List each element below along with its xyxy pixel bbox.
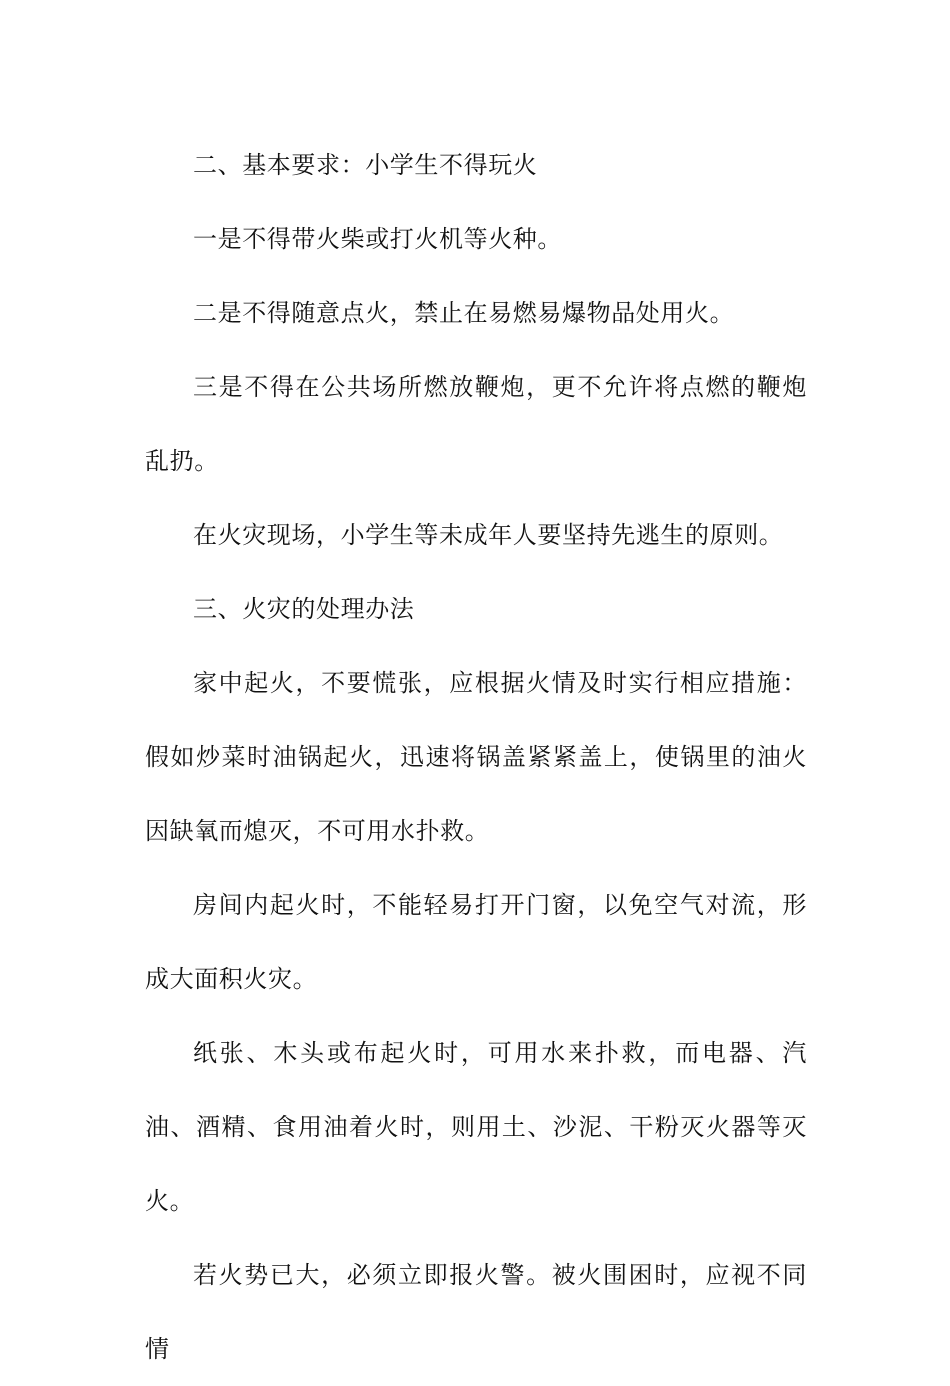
- paragraph-large-fire: 若火势已大，必须立即报火警。被火围困时，应视不同情: [145, 1261, 807, 1363]
- document-body: [145, 128, 807, 1386]
- paragraph-section-3-heading: 三、火灾的处理办法: [193, 595, 415, 623]
- paragraph-rule-3: 三是不得在公共场所燃放鞭炮，更不允许将点燃的鞭炮乱扔。: [145, 373, 807, 475]
- paragraph-rule-2: 二是不得随意点火，禁止在易燃易爆物品处用火。: [193, 299, 735, 327]
- paragraph-section-2-heading: 二、基本要求：小学生不得玩火: [193, 151, 538, 179]
- paragraph-room-fire: 房间内起火时，不能轻易打开门窗，以免空气对流，形成大面积火灾。: [145, 891, 807, 993]
- paragraph-escape-principle: 在火灾现场，小学生等未成年人要坚持先逃生的原则。: [193, 521, 784, 549]
- paragraph-kitchen-fire: 家中起火，不要慌张，应根据火情及时实行相应措施：假如炒菜时油锅起火，迅速将锅盖紧紧盖上，使锅里的油火因缺氧而熄灭，不可用水扑救。: [145, 669, 807, 845]
- paragraph-material-fire: 纸张、木头或布起火时，可用水来扑救，而电器、汽油、酒精、食用油着火时，则用土、沙泥、干粉灭火器等灭火。: [145, 1039, 807, 1215]
- paragraph-rule-1: 一是不得带火柴或打火机等火种。: [193, 225, 562, 253]
